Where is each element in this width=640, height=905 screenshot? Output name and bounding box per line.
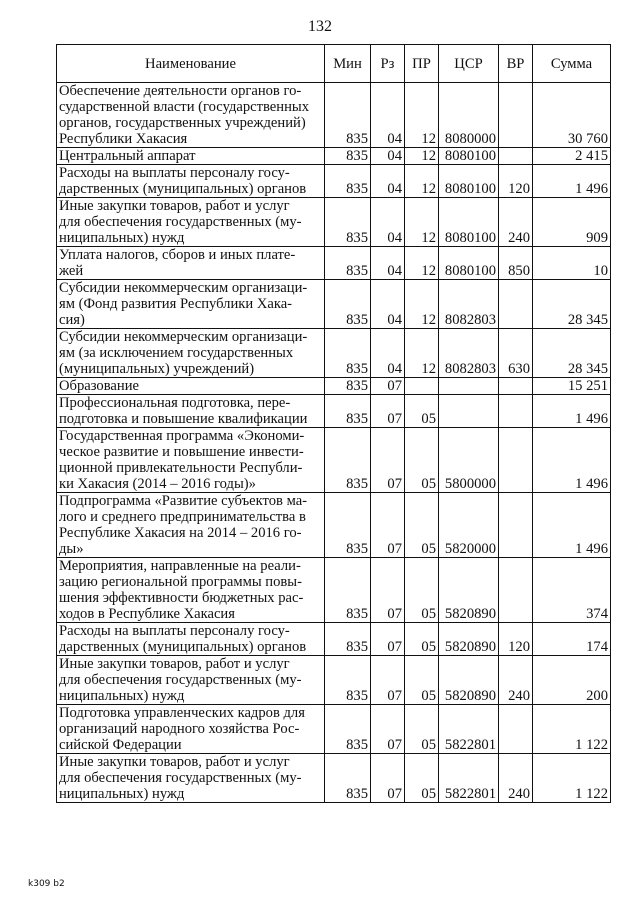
table-row: [57, 493, 611, 558]
cell-rz: 04: [371, 280, 405, 329]
cell-sum: 1 496: [533, 428, 611, 493]
table-row: [57, 623, 611, 656]
cell-rz: 04: [371, 83, 405, 148]
footer-code: k309 b2: [28, 879, 65, 889]
table-row: [57, 705, 611, 754]
cell-vr: [499, 428, 533, 493]
cell-min: 835: [325, 705, 371, 754]
table-header-row: [57, 45, 611, 83]
cell-min: 835: [325, 623, 371, 656]
table-row: [57, 395, 611, 428]
cell-rz: 07: [371, 395, 405, 428]
cell-rz: 07: [371, 493, 405, 558]
cell-sum: 174: [533, 623, 611, 656]
cell-name: Расходы на выплаты персоналу госу- дарственных (муниципальных) органов: [57, 165, 325, 198]
cell-csr: 5820890: [439, 623, 499, 656]
cell-vr: 850: [499, 247, 533, 280]
cell-vr: 120: [499, 623, 533, 656]
cell-name: Уплата налогов, сборов и иных плате- жей: [57, 247, 325, 280]
cell-name: Субсидии некоммерческим организаци- ям (Фонд развития Республики Хака- сия): [57, 280, 325, 329]
cell-min: 835: [325, 280, 371, 329]
cell-sum: 1 122: [533, 754, 611, 803]
cell-name: Подпрограмма «Развитие субъектов ма- лого и среднего предпринимательства в Республике Хакасия на 2014 – 2016 го- ды»: [57, 493, 325, 558]
cell-sum: 28 345: [533, 280, 611, 329]
cell-min: 835: [325, 493, 371, 558]
table-row: [57, 428, 611, 493]
table-row: [57, 280, 611, 329]
cell-pr: 12: [405, 247, 439, 280]
cell-name: Образование: [57, 378, 325, 395]
cell-rz: 04: [371, 165, 405, 198]
cell-pr: 12: [405, 329, 439, 378]
cell-pr: 05: [405, 428, 439, 493]
cell-vr: [499, 493, 533, 558]
cell-csr: 8082803: [439, 329, 499, 378]
cell-min: 835: [325, 83, 371, 148]
cell-csr: [439, 378, 499, 395]
cell-vr: [499, 558, 533, 623]
table-row: [57, 656, 611, 705]
cell-sum: 1 496: [533, 165, 611, 198]
cell-min: 835: [325, 148, 371, 165]
cell-pr: 05: [405, 705, 439, 754]
cell-name: Субсидии некоммерческим организаци- ям (за исключением государственных (муниципальных) учреждений): [57, 329, 325, 378]
cell-min: 835: [325, 329, 371, 378]
cell-pr: 05: [405, 623, 439, 656]
cell-pr: 12: [405, 280, 439, 329]
cell-csr: 5800000: [439, 428, 499, 493]
cell-min: 835: [325, 247, 371, 280]
table-row: [57, 247, 611, 280]
cell-name: Иные закупки товаров, работ и услуг для обеспечения государственных (му- ниципальных) нужд: [57, 198, 325, 247]
cell-rz: 07: [371, 705, 405, 754]
cell-csr: 5820000: [439, 493, 499, 558]
cell-vr: [499, 280, 533, 329]
header-rz: Рз: [371, 45, 405, 83]
cell-vr: 120: [499, 165, 533, 198]
cell-csr: 8080100: [439, 165, 499, 198]
cell-pr: 12: [405, 198, 439, 247]
cell-rz: 07: [371, 428, 405, 493]
cell-csr: 8080100: [439, 198, 499, 247]
cell-rz: 07: [371, 656, 405, 705]
cell-pr: 05: [405, 395, 439, 428]
cell-min: 835: [325, 656, 371, 705]
cell-vr: 240: [499, 656, 533, 705]
cell-vr: [499, 148, 533, 165]
cell-pr: 12: [405, 83, 439, 148]
table-row: [57, 378, 611, 395]
table-row: [57, 329, 611, 378]
cell-name: Иные закупки товаров, работ и услуг для обеспечения государственных (му- ниципальных) нужд: [57, 656, 325, 705]
page-number: 132: [308, 18, 332, 35]
cell-min: 835: [325, 378, 371, 395]
cell-name: Подготовка управленческих кадров для организаций народного хозяйства Рос- сийской Федерации: [57, 705, 325, 754]
table-body: [57, 83, 611, 803]
header-min: Мин: [325, 45, 371, 83]
cell-min: 835: [325, 395, 371, 428]
cell-min: 835: [325, 754, 371, 803]
table-row: [57, 83, 611, 148]
cell-name: Государственная программа «Экономи- ческое развитие и повышение инвести- ционной привлекательности Республи- ки Хакасия (2014 – 2016 годы)»: [57, 428, 325, 493]
cell-csr: 5820890: [439, 558, 499, 623]
cell-sum: 1 496: [533, 395, 611, 428]
cell-rz: 04: [371, 247, 405, 280]
cell-rz: 07: [371, 378, 405, 395]
cell-sum: 30 760: [533, 83, 611, 148]
cell-rz: 04: [371, 198, 405, 247]
cell-sum: 15 251: [533, 378, 611, 395]
cell-csr: [439, 395, 499, 428]
cell-name: Обеспечение деятельности органов го- сударственной власти (государственных органов, государственных учреждений) Республики Хакасия: [57, 83, 325, 148]
cell-pr: 12: [405, 165, 439, 198]
cell-min: 835: [325, 428, 371, 493]
cell-rz: 07: [371, 558, 405, 623]
cell-sum: 2 415: [533, 148, 611, 165]
cell-rz: 07: [371, 623, 405, 656]
header-vr: ВР: [499, 45, 533, 83]
budget-table: [56, 44, 611, 803]
header-sum: Сумма: [533, 45, 611, 83]
cell-rz: 07: [371, 754, 405, 803]
cell-rz: 04: [371, 329, 405, 378]
cell-pr: 05: [405, 656, 439, 705]
cell-csr: 5822801: [439, 754, 499, 803]
cell-csr: 8080100: [439, 247, 499, 280]
table-row: [57, 148, 611, 165]
cell-pr: 05: [405, 493, 439, 558]
header-name: Наименование: [57, 45, 325, 83]
table-row: [57, 198, 611, 247]
cell-name: Иные закупки товаров, работ и услуг для обеспечения государственных (му- ниципальных) нужд: [57, 754, 325, 803]
cell-rz: 04: [371, 148, 405, 165]
cell-csr: 8080000: [439, 83, 499, 148]
cell-pr: 05: [405, 754, 439, 803]
cell-sum: 10: [533, 247, 611, 280]
cell-sum: 1 122: [533, 705, 611, 754]
cell-vr: 240: [499, 198, 533, 247]
cell-vr: [499, 378, 533, 395]
cell-min: 835: [325, 558, 371, 623]
header-csr: ЦСР: [439, 45, 499, 83]
cell-vr: 240: [499, 754, 533, 803]
cell-csr: 8080100: [439, 148, 499, 165]
cell-min: 835: [325, 198, 371, 247]
cell-sum: 1 496: [533, 493, 611, 558]
cell-vr: 630: [499, 329, 533, 378]
cell-vr: [499, 705, 533, 754]
cell-csr: 8082803: [439, 280, 499, 329]
cell-sum: 28 345: [533, 329, 611, 378]
cell-sum: 200: [533, 656, 611, 705]
cell-vr: [499, 395, 533, 428]
cell-min: 835: [325, 165, 371, 198]
cell-sum: 374: [533, 558, 611, 623]
cell-name: Центральный аппарат: [57, 148, 325, 165]
cell-sum: 909: [533, 198, 611, 247]
cell-vr: [499, 83, 533, 148]
cell-name: Профессиональная подготовка, пере- подготовка и повышение квалификации: [57, 395, 325, 428]
table-row: [57, 754, 611, 803]
cell-csr: 5822801: [439, 705, 499, 754]
cell-name: Расходы на выплаты персоналу госу- дарственных (муниципальных) органов: [57, 623, 325, 656]
cell-pr: 05: [405, 558, 439, 623]
table-row: [57, 165, 611, 198]
table-row: [57, 558, 611, 623]
cell-name: Мероприятия, направленные на реали- зацию региональной программы повы- шения эффективности бюджетных рас- ходов в Республике Хакасия: [57, 558, 325, 623]
header-pr: ПР: [405, 45, 439, 83]
cell-pr: 12: [405, 148, 439, 165]
cell-pr: [405, 378, 439, 395]
cell-csr: 5820890: [439, 656, 499, 705]
